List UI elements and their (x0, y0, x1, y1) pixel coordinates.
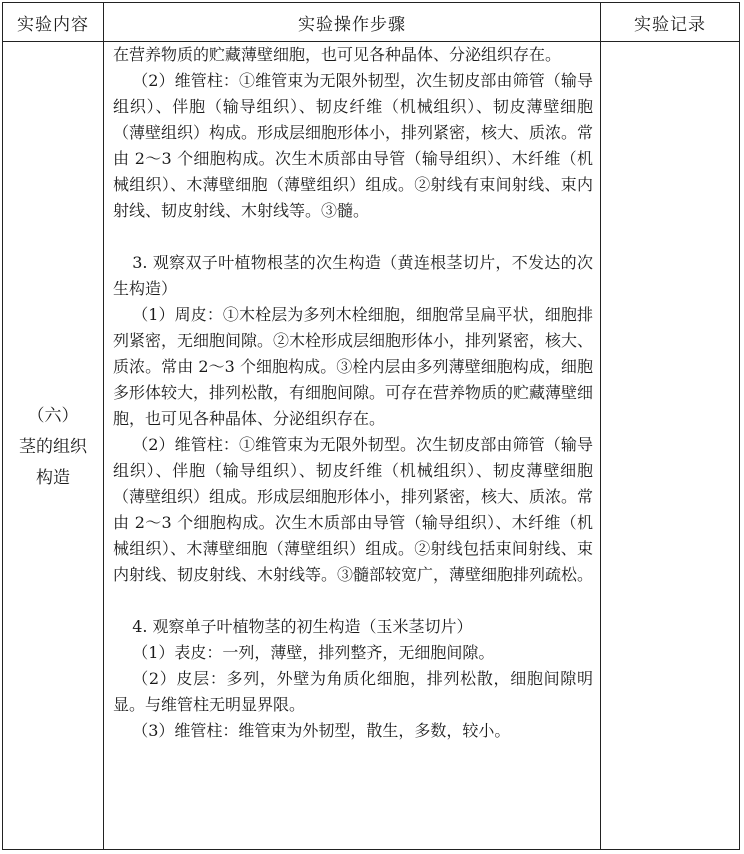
topic-number: （六） (27, 406, 79, 426)
step-paragraph: （2）维管柱：①维管束为无限外韧型，次生韧皮部由筛管（输导组织）、伴胞（输导组织）、韧皮纤维（机械组织）、韧皮薄壁细胞（薄壁组织）构成。形成层细胞形体小，排列紧密，核大、质浓。常由 2～3 个细胞构成。次生木质部由导管（输导组织）、木纤维（机械组织）、木薄壁细胞（薄壁组织）组成。②射线有束间射线、束内射线、韧皮射线、木射线等。③髓。 (113, 71, 594, 220)
step-paragraph: （3）维管柱：维管束为外韧型，散生，多数，较小。 (132, 721, 511, 740)
topic-title: 茎的组织 (19, 437, 87, 457)
topic-title-cont: 构造 (36, 468, 70, 488)
step-heading: 3. 观察双子叶植物根茎的次生构造（黄连根茎切片，不发达的次生构造） (113, 253, 593, 298)
column-divider (103, 3, 104, 849)
header-experiment-record: 实验记录 (634, 14, 706, 35)
column-divider (600, 3, 601, 849)
header-experiment-steps: 实验操作步骤 (298, 14, 406, 35)
step-paragraph: （2）皮层：多列，外壁为角质化细胞，排列松散，细胞间隙明显。与维管柱无明显界限。 (113, 669, 593, 714)
experiment-steps-content (113, 42, 593, 744)
step-paragraph: （1）周皮：①木栓层为多列木栓细胞，细胞常呈扁平状，细胞排列紧密，无细胞间隙。②木栓形成层细胞形体小，排列紧密，核大、质浓。常由 2～3 个细胞构成。③栓内层由多列薄壁细胞构成，细胞多形体较大，排列松散，有细胞间隙。可存在营养物质的贮藏薄壁细胞，也可见各种晶体、分泌组织存在。 (113, 305, 594, 428)
header-experiment-content: 实验内容 (17, 14, 89, 35)
step-heading: 4. 观察单子叶植物茎的初生构造（玉米茎切片） (132, 617, 473, 636)
experiment-topic (3, 401, 103, 494)
step-paragraph: （1）表皮：一列，薄壁，排列整齐，无细胞间隙。 (132, 643, 495, 662)
step-paragraph: 在营养物质的贮藏薄壁细胞，也可见各种晶体、分泌组织存在。 (113, 45, 562, 64)
step-paragraph: （2）维管柱：①维管束为无限外韧型。次生韧皮部由筛管（输导组织）、伴胞（输导组织）、韧皮纤维（机械组织）、韧皮薄壁细胞（薄壁组织）组成。形成层细胞形体小，排列紧密，核大、质浓。常由 2～3 个细胞构成。次生木质部由导管（输导组织）、木纤维（机械组织）、木薄壁细胞（薄壁组织）组成。②射线包括束间射线、束内射线、韧皮射线、木射线等。③髓部较宽广，薄壁细胞排列疏松。 (113, 435, 594, 584)
